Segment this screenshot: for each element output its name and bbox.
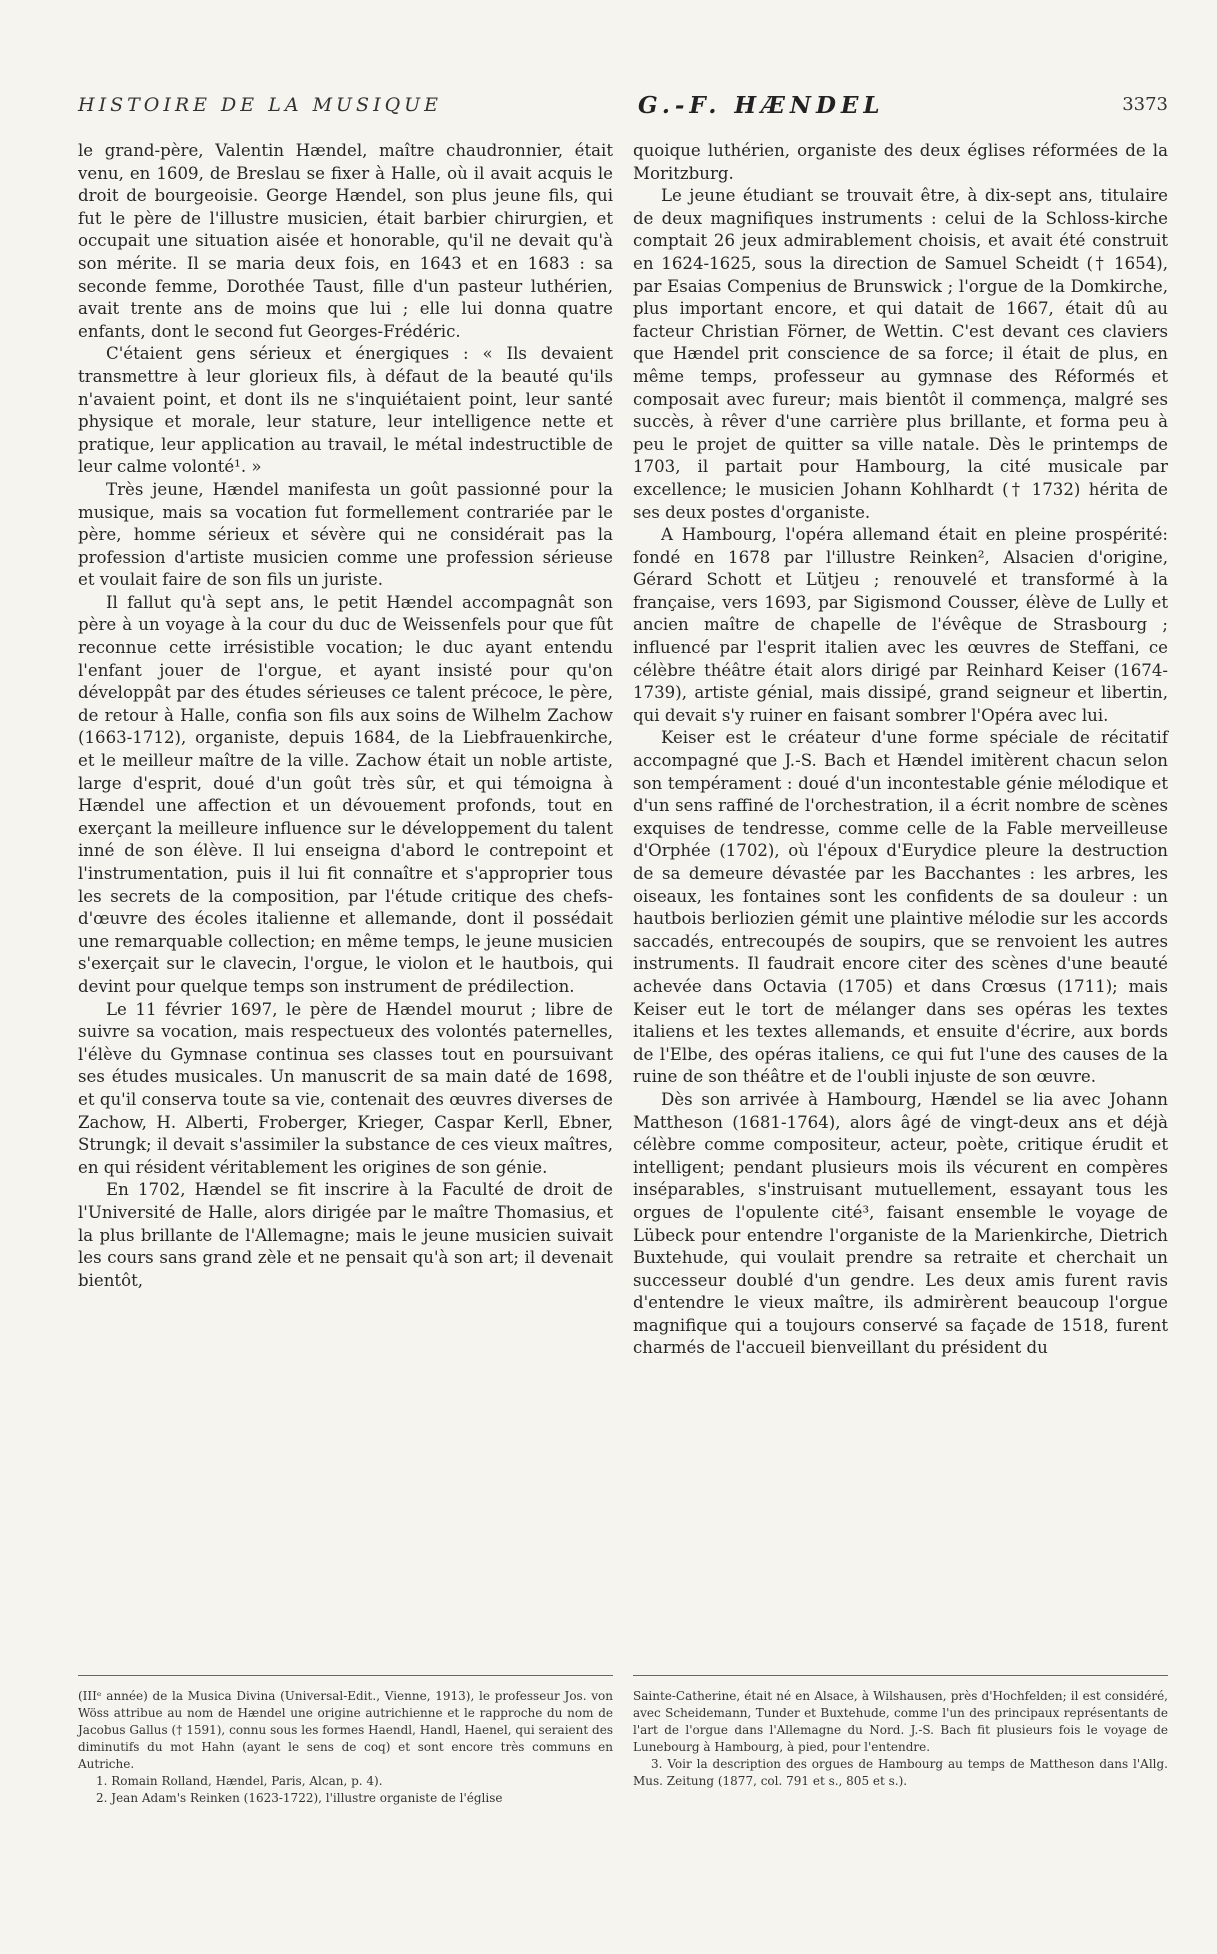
left-column xyxy=(78,140,613,1292)
footnote-divider xyxy=(78,1675,613,1676)
paragraph: A Hambourg, l'opéra allemand était en pleine prospérité: fondé en 1678 par l'illustre Reinken², Alsacien d'origine, Gérard Schott et Lütjeu ; renouvelé et transformé à la française, vers 1693, par Sigismond Cousser, élève de Lully et ancien maître de chapelle de l'évêque de Strasbourg ; influencé par l'esprit italien avec les œuvres de Steffani, ce célèbre théâtre était alors dirigé par Reinhard Keiser (1674-1739), artiste génial, mais dissipé, grand seigneur et libertin, qui devait s'y ruiner en faisant sombrer l'Opéra avec lui. xyxy=(633,525,1168,725)
paragraph: En 1702, Hændel se fit inscrire à la Faculté de droit de l'Université de Halle, alors dirigée par le maître Thomasius, et la plus brillante de l'Allemagne; mais le jeune musicien suivait les cours sans grand zèle et ne pensait qu'à son art; il devenait bientôt, xyxy=(78,1180,613,1290)
header-chapter-title: G.-F. HÆNDEL xyxy=(638,92,885,119)
page-number: 3373 xyxy=(1122,94,1168,115)
footnote: (IIIᵉ année) de la Musica Divina (Universal-Edit., Vienne, 1913), le professeur Jos. von Wöss attribue au nom de Hændel une origine autrichienne et le rapproche du nom de Jacobus Gallus († 1591), connu sous les formes Haendl, Handl, Haenel, qui seraient des diminutifs du mot Hahn (ayant le sens de coq) et sont encore très communs en Autriche. xyxy=(78,1689,613,1771)
paragraph: C'étaient gens sérieux et énergiques : « Ils devaient transmettre à leur glorieux fils, à défaut de la beauté qu'ils n'avaient point, et dont ils ne s'inquiétaient point, leur santé physique et morale, leur stature, leur intelligence nette et pratique, leur application au travail, le métal indestructible de leur calme volonté¹. » xyxy=(78,344,613,477)
footnote: 2. Jean Adam's Reinken (1623-1722), l'illustre organiste de l'église xyxy=(96,1791,503,1805)
header-book-title: HISTOIRE DE LA MUSIQUE xyxy=(78,94,443,116)
footnote: 1. Romain Rolland, Hændel, Paris, Alcan, p. 4). xyxy=(96,1774,383,1788)
paragraph: Dès son arrivée à Hambourg, Hændel se lia avec Johann Mattheson (1681-1764), alors âgé de vingt-deux ans et déjà célèbre comme compositeur, acteur, poète, critique érudit et intelligent; pendant plusieurs mois ils vécurent en compères inséparables, s'instruisant mutuellement, essayant tous les orgues de l'opulente cité³, faisant ensemble le voyage de Lübeck pour entendre l'organiste de la Marienkirche, Dietrich Buxtehude, qui voulait prendre sa retraite et cherchait un successeur doublé d'un gendre. Les deux amis furent ravis d'entendre le vieux maître, ils admirèrent beaucoup l'orgue magnifique qui a toujours conservé sa façade de 1518, furent charmés de l'accueil bienveillant du président du xyxy=(633,1089,1168,1358)
paragraph: Le jeune étudiant se trouvait être, à dix-sept ans, titulaire de deux magnifiques instruments : celui de la Schloss-kirche comptait 26 jeux admirablement choisis, et avait été construit en 1624-1625, sous la direction de Samuel Scheidt († 1654), par Esaias Compenius de Brunswick ; l'orgue de la Domkirche, plus important encore, et qui datait de 1667, était dû au facteur Christian Förner, de Wettin. C'est devant ces claviers que Hændel prit conscience de sa force; il était de plus, en même temps, professeur au gymnase des Réformés et composait avec fureur; mais bientôt il commença, malgré ses succès, à rêver d'une carrière plus brillante, et forma peu à peu le projet de quitter sa ville natale. Dès le printemps de 1703, il partait pour Hambourg, la cité musicale par excellence; le musicien Johann Kohlhardt († 1732) hérita de ses deux postes d'organiste. xyxy=(633,186,1168,522)
paragraph: Keiser est le créateur d'une forme spéciale de récitatif accompagné que J.-S. Bach et Hændel imitèrent chacun selon son tempérament : doué d'un incontestable génie mélodique et d'un sens raffiné de l'orchestration, il a écrit nombre de scènes exquises de tendresse, comme celle de la Fable merveilleuse d'Orphée (1702), où l'époux d'Eurydice pleure la destruction de sa demeure dévastée par les Bacchantes : les arbres, les oiseaux, les fontaines sont les confidents de sa douleur : un hautbois berliozien gémit une plaintive mélodie sur les accords saccadés, entrecoupés de soupirs, que se renvoient les autres instruments. Il faudrait encore citer des scènes d'une beauté achevée dans Octavia (1705) et dans Crœsus (1711); mais Keiser eut le tort de mélanger dans ses opéras les textes italiens et les textes allemands, et ensuite d'écrire, aux bords de l'Elbe, des opéras italiens, ce qui fut l'une des causes de la ruine de son théâtre et de l'oubli injuste de son œuvre. xyxy=(633,728,1168,1087)
footnotes-left xyxy=(78,1688,613,1807)
paragraph: le grand-père, Valentin Hændel, maître chaudronnier, était venu, en 1609, de Breslau se fixer à Halle, où il avait acquis le droit de bourgeoisie. George Hændel, son plus jeune fils, qui fut le père de l'illustre musicien, était barbier chirurgien, et occupait une situation aisée et honorable, qu'il ne devait qu'à son mérite. Il se maria deux fois, en 1643 et en 1683 : sa seconde femme, Dorothée Taust, fille d'un pasteur luthérien, avait trente ans de moins que lui ; elle lui donna quatre enfants, dont le second fut Georges-Frédéric. xyxy=(78,141,613,341)
footnotes-right xyxy=(633,1688,1168,1790)
footnote: 3. Voir la description des orgues de Hambourg au temps de Mattheson dans l'Allg. Mus. Zeitung (1877, col. 791 et s., 805 et s.). xyxy=(633,1757,1168,1788)
paragraph: quoique luthérien, organiste des deux églises réformées de la Moritzburg. xyxy=(633,141,1168,183)
paragraph: Très jeune, Hændel manifesta un goût passionné pour la musique, mais sa vocation fut formellement contrariée par le père, homme sérieux et sévère qui ne considérait pas la profession d'artiste musicien comme une profession sérieuse et voulait faire de son fils un juriste. xyxy=(78,479,613,590)
right-column xyxy=(633,140,1168,1360)
running-header xyxy=(78,94,1168,124)
paragraph: Le 11 février 1697, le père de Hændel mourut ; libre de suivre sa vocation, mais respectueux des volontés paternelles, l'élève du Gymnase continua ses classes tout en poursuivant ses études musicales. Un manuscrit de sa main daté de 1698, et qu'il conserva toute sa vie, contenait des œuvres diverses de Zachow, H. Alberti, Froberger, Krieger, Caspar Kerll, Ebner, Strungk; il devait s'assimiler la substance de ces vieux maîtres, en qui résident véritablement les origines de son génie. xyxy=(78,999,613,1177)
footnote: Sainte-Catherine, était né en Alsace, à Wilshausen, près d'Hochfelden; il est considéré, avec Scheidemann, Tunder et Buxtehude, comme l'un des principaux représentants de l'art de l'orgue dans l'Allemagne du Nord. J.-S. Bach fit plusieurs fois le voyage de Lunebourg à Hambourg, à pied, pour l'entendre. xyxy=(633,1689,1168,1754)
paragraph: Il fallut qu'à sept ans, le petit Hændel accompagnât son père à un voyage à la cour du duc de Weissenfels pour que fût reconnue cette irrésistible vocation; le duc ayant entendu l'enfant jouer de l'orgue, et ayant insisté pour qu'on développât par des études sérieuses ce talent précoce, le père, de retour à Halle, confia son fils aux soins de Wilhelm Zachow (1663-1712), organiste, depuis 1684, de la Liebfrauenkirche, et le meilleur maître de la ville. Zachow était un noble artiste, large d'esprit, doué d'un goût très sûr, et qui témoigna à Hændel une affection et un dévouement profonds, tout en exerçant la meilleure influence sur le développement du talent inné de son élève. Il lui enseigna d'abord le contrepoint et l'instrumentation, puis il lui fit connaître et s'approprier tous les secrets de la composition, par l'étude critique des chefs-d'œuvre des écoles italienne et allemande, dont il possédait une remarquable collection; en même temps, le jeune musicien s'exerçait sur le clavecin, l'orgue, le violon et le hautbois, qui devint pour quelque temps son instrument de prédilection. xyxy=(78,592,613,996)
footnote-divider xyxy=(633,1675,1168,1676)
